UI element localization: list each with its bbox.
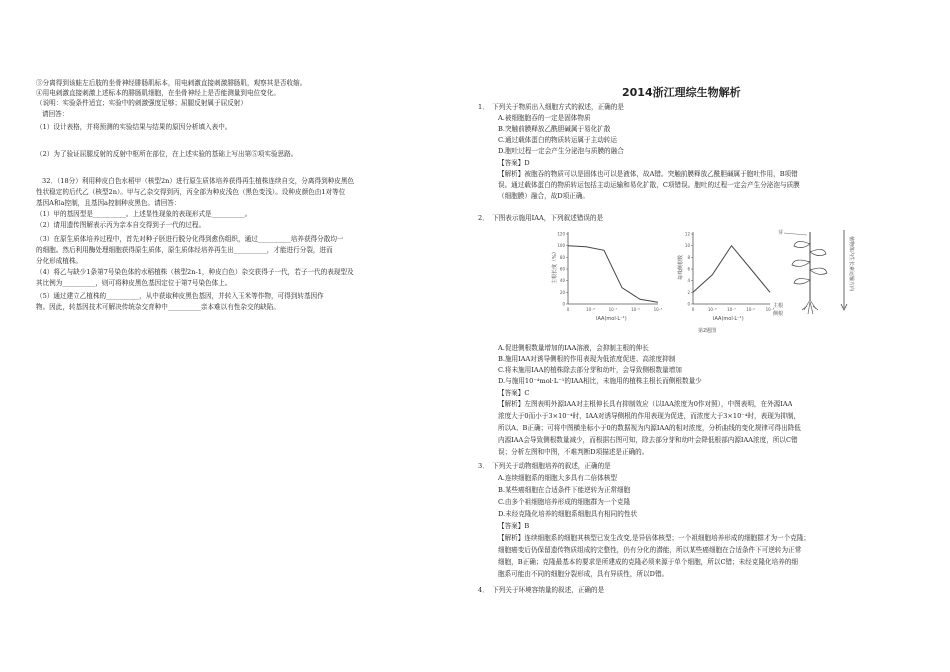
text-line: （4）将乙与缺少1条第7号染色体的水稻植株（核型2n-1，种皮白色）杂交获得子一代，若子一代的表现型及	[36, 268, 354, 276]
question-1: 1． 下列关于物质出入细胞方式的叙述，正确的是	[478, 103, 624, 111]
explanation: 内源IAA会导致侧根数量减少，而根据右图可知，除去部分芽和幼叶会降低根部内源IAA浓度，所以C错	[498, 436, 798, 444]
option: B.某些癌细胞在合适条件下能逆转为正常细胞	[498, 486, 631, 494]
explanation: 【解析】左图表明外源IAA对主根伸长具有抑制效应（以IAA浓度为0作对照），中图表明，在外源IAA	[498, 400, 793, 408]
explanation: 【解析】被胞吞的物质可以是固体也可以是液体，故A错。突触前膜释放乙酰胆碱属于胞吐作用，B项错	[498, 170, 798, 178]
option: C.将未施用IAA的植株除去部分芽和幼叶，会导致侧根数量增加	[498, 366, 682, 374]
x-tick-label: 10⁻⁸	[707, 307, 717, 312]
label-main-root: 主根	[773, 303, 784, 309]
x-axis-label: IAA(mol·L⁻¹)	[713, 316, 744, 322]
y-tick-label: 6	[687, 266, 690, 272]
label-bud: 芽	[778, 230, 784, 236]
text-line: 的细胞。然后利用酶处理细胞获得原生质体，原生质体经培养再生出__________，才能进行分裂，进而	[36, 246, 333, 254]
option: C.由多个祖细胞培养形成的细胞群为一个克隆	[498, 498, 631, 506]
answer: 【答案】C	[498, 389, 530, 397]
text-line: 其比例为__________，则可将种皮黑色基因定位于第7号染色体上。	[36, 279, 232, 287]
text-line: 请回答：	[42, 110, 69, 118]
option: A.促进侧根数量增加的IAA溶液，会抑制主根的伸长	[498, 344, 649, 352]
y-tick-label: 120	[557, 231, 565, 237]
y-tick-label: 0	[562, 301, 565, 307]
y-tick-label: 2	[687, 289, 690, 295]
label-transport-direction: 植物体内生长素运输方向	[848, 236, 854, 292]
y-tick-label: 40	[559, 278, 565, 284]
x-tick-label: 10⁻⁵	[765, 307, 775, 312]
text-line: （说明：实验条件适宜；实验中的刺激强度足够；屈腿反射属于屈反射）	[36, 99, 247, 107]
explanation: 【解析】连续细胞系的细胞其核型已发生改变,是异倍体核型；一个祖细胞培养形成的细胞群才为一个克隆；	[498, 534, 811, 542]
x-tick-label: 0	[566, 307, 570, 312]
option: D.与施用10⁻⁴mol·L⁻¹的IAA相比，未施用的植株主根长而侧根数量少	[498, 377, 702, 385]
y-tick-label: 80	[559, 254, 565, 260]
option: B.施用IAA对诱导侧根的作用表现为低浓度促进、高浓度抑制	[498, 355, 676, 363]
text-line: （1）设计表格，并将预测的实验结果与结果的原因分析填入表中。	[36, 123, 232, 131]
page-title: 2014浙江理综生物解析	[622, 86, 741, 99]
y-tick-label: 8	[687, 254, 690, 260]
text-line: （3）在原生质体培养过程中，首先对种子胚进行脱分化得到愈伤组织，通过__________培养获得分散均一	[36, 235, 344, 243]
option: A.连续细胞系的细胞大多具有二倍体核型	[498, 474, 617, 482]
explanation: 细胞癌变后仍保留遗传物质组成的完整性，仍有分化的潜能，所以某些癌细胞在合适条件下可逆转为正常	[498, 546, 802, 554]
text-line: 基因A和a控制，且基因a控制种皮黑色。请回答：	[36, 199, 181, 207]
text-line: （1）甲的基因型是__________。上述显性现象的表现形式是__________。	[36, 210, 252, 218]
text-line: （5）通过建立乙植株的__________，从中获取种皮黑色基因，并转入玉米等作物，可得到转基因作	[36, 292, 324, 300]
figure-caption: 第2题图	[698, 328, 717, 334]
text-line: 物。因此，转基因技术可解决传统杂交育种中__________亲本难以有性杂交的缺陷。	[36, 303, 280, 311]
explanation: 胞系可能由不同的细胞分裂形成，具有异质性，所以D错。	[498, 570, 669, 578]
y-tick-label: 60	[559, 266, 565, 272]
text-line: 性状稳定的后代乙（核型2n）。甲与乙杂交得到丙，丙全部为种皮浅色（黑色变浅）。设种皮颜色由1对等位	[36, 188, 346, 196]
x-tick-label: 10⁻⁶	[631, 307, 640, 312]
option: C.通过载体蛋白的物质转运属于主动转运	[498, 136, 617, 144]
question-2: 2． 下图表示施用IAA，下列叙述错误的是	[478, 214, 604, 222]
explanation: 浓度大于0而小于3×10⁻⁴时，IAA对诱导侧根的作用表现为促进，而浓度大于3×10⁻⁴时，表现为抑制，	[498, 412, 801, 420]
y-tick-label: 12	[684, 231, 690, 237]
x-axis-label: IAA(mol·L⁻¹)	[596, 316, 627, 322]
y-tick-label: 20	[559, 289, 565, 295]
option: D.胞吐过程一定会产生分泌泡与质膜的融合	[498, 147, 624, 155]
option: A.被细胞胞吞的一定是固体物质	[498, 114, 591, 122]
chart-lateral-root-count	[677, 232, 775, 323]
x-tick-label: 10⁻⁸	[586, 307, 595, 312]
y-tick-label: 0	[687, 301, 690, 307]
answer: 【答案】B	[498, 522, 530, 530]
answer: 【答案】D	[498, 159, 530, 167]
figure-q2	[548, 222, 868, 334]
question-4: 4． 下列关于环境容纳量的叙述，正确的是	[478, 586, 605, 594]
question-3: 3． 下列关于动物细胞培养的叙述，正确的是	[478, 462, 611, 470]
explanation: 细胞，B正确；克隆最基本的要求是所建成的克隆必须来源于单个细胞，所以C错；未经克隆化培养的细	[498, 558, 799, 566]
explanation: 误；分析左图和中图，不难判断D项描述是正确的。	[498, 448, 649, 456]
y-tick-label: 100	[557, 243, 565, 249]
series-line	[568, 246, 658, 303]
y-axis-label: 每株侧根数	[678, 254, 684, 280]
y-tick-label: 10	[684, 243, 690, 249]
x-tick-label: 0	[691, 307, 695, 312]
x-tick-label: 10⁻⁷	[727, 307, 736, 312]
option: B.突触前膜释放乙酰胆碱属于易化扩散	[498, 125, 611, 133]
text-line: 32．（18分）利用种皮白色水稻甲（核型2n）进行原生质体培养获得再生植株连续自交，分离得到种皮黑色	[42, 177, 355, 185]
series-line	[693, 246, 770, 293]
text-line: （2）为了验证屈腿反射的反射中枢所在部位，在上述实验的基础上写出第⑤项实验思路。	[36, 150, 298, 158]
chart-main-root-length	[551, 232, 663, 323]
y-axis-label: 主根长度（%）	[552, 249, 558, 284]
x-tick-label: 10⁻⁶	[746, 307, 756, 312]
text-line: 分化形成植株。	[36, 257, 83, 265]
text-line: ④用电刺激直接刺激上述标本的腓肠肌细胞，在坐骨神经上是否能测量到电位变化。	[36, 89, 280, 97]
y-tick-label: 4	[687, 278, 690, 284]
explanation: 所以A、B正确；可将中图横坐标小于0的数据视为内源IAA的相对浓度，分析曲线的变化规律可得出降低	[498, 424, 801, 432]
text-line: ③分离得到该蛙左后肢的坐骨神经腓肠肌标本，用电刺激直接刺激腓肠肌，观察其是否收缩。	[36, 79, 307, 87]
explanation: 误。通过载体蛋白的物质转运包括主动运输和易化扩散，C项错误。胞吐的过程一定会产生分泌泡与质膜	[498, 181, 800, 189]
option: D.未经克隆化培养的细胞系细胞具有相同的性状	[498, 510, 638, 518]
label-lateral-root: 侧根	[773, 311, 784, 317]
explanation: （细胞膜）融合，故D项正确。	[498, 192, 590, 200]
text-line: （2）请用遗传图解表示丙为亲本自交得到子一代的过程。	[36, 221, 206, 229]
x-tick-label: 10⁻⁵	[653, 307, 663, 312]
plant-diagram	[773, 229, 855, 317]
x-tick-label: 10⁻⁷	[608, 307, 618, 312]
